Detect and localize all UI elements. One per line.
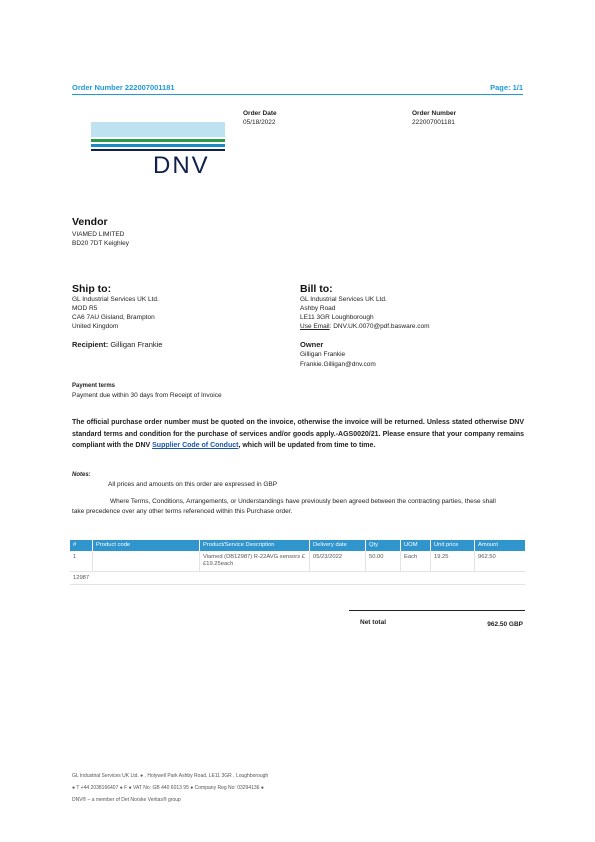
owner-email[interactable]: Frankie.Gilligan@dnv.com: [300, 361, 376, 368]
ship-to-line-4: United Kingdom: [72, 323, 119, 330]
logo-band-blue: [91, 144, 225, 147]
payment-terms-value: Payment due within 30 days from Receipt of Invoice: [72, 392, 222, 399]
col-header-delivery-date: Delivery date: [310, 540, 365, 551]
notice-text-a: The official purchase order number must be quoted on the invoice, otherwise the invoice will be returned. Unless stated otherwise DNV standard terms and condition for the purchase of services and/or goods apply.-AGS0020/21. Please ensure that your company remains compliant with the DNV: [72, 419, 524, 449]
email-value[interactable]: : DNV.UK.0070@pdf.basware.com: [329, 323, 430, 330]
recipient-label: Recipient:: [72, 340, 109, 349]
logo-band-light: [91, 122, 225, 137]
dnv-logo: [91, 122, 225, 180]
col-header-product-code: Product code: [93, 540, 199, 551]
email-label: Use Email: [300, 323, 330, 330]
row-extra-note: 12987: [73, 575, 90, 581]
footer-group: DNV® – a member of Det Norske Veritas® group: [72, 797, 181, 803]
bill-to-line-1: GL Industrial Services UK Ltd.: [300, 296, 387, 303]
vendor-heading: Vendor: [72, 216, 108, 228]
logo-band-green: [91, 139, 225, 142]
header-rule: [72, 94, 523, 95]
recipient-name: Gilligan Frankie: [108, 340, 163, 349]
col-header-description: Product/Service Description: [200, 540, 309, 551]
net-total-label: Net total: [360, 619, 386, 626]
notes-label: Notes:: [72, 472, 91, 478]
cell-uom: Each: [404, 554, 418, 560]
col-header-qty: Qty: [366, 540, 400, 551]
payment-terms-label: Payment terms: [72, 383, 116, 389]
cell-delivery-date: 05/23/2022: [313, 554, 343, 560]
cell-num: 1: [73, 554, 77, 560]
ship-to-heading: Ship to:: [72, 283, 112, 295]
order-number-header: Order Number 222007001181: [72, 83, 175, 92]
notes-line-1: All prices and amounts on this order are expressed in GBP: [108, 481, 278, 488]
table-grid-line: [430, 551, 431, 571]
supplier-code-link[interactable]: Supplier Code of Conduct: [152, 442, 239, 449]
recipient: [72, 340, 162, 349]
table-grid-line: [400, 551, 401, 571]
vendor-line-1: VIAMED LIMITED: [72, 231, 125, 238]
table-grid-line: [474, 551, 475, 571]
order-date-value: 05/18/2022: [243, 119, 276, 126]
col-header-uom: UOM: [401, 540, 430, 551]
bill-to-heading: Bill to:: [300, 283, 333, 295]
logo-band-navy: [91, 149, 225, 151]
notes-line-2: Where Terms, Conditions, Arrangements, or Understandings have previously been agreed between the contracting parties, these shall take precedence over any other terms referenced within this Purchase order.: [72, 498, 496, 515]
order-number-label: Order Number: [412, 110, 457, 117]
notice-text-b: , which will be updated from time to time.: [238, 442, 376, 449]
cell-unit-price: 19.25: [434, 554, 449, 560]
owner-label: Owner: [300, 340, 324, 349]
net-total-value: 962.50 GBP: [487, 621, 523, 628]
logo-text: DNV: [153, 152, 210, 179]
purchase-notice: [72, 417, 524, 452]
col-header-unit-price: Unit price: [431, 540, 474, 551]
col-header-num: #: [70, 540, 92, 551]
footer-contact: ● T +44 2038166407 ● F ● VAT No: GB 440 6013 95 ● Company Reg No: 03294136 ●: [72, 785, 264, 791]
cell-description: Viamed (DB12987) R-22AVG sensors £ £19.25each: [203, 554, 305, 567]
totals-rule: [349, 610, 525, 611]
order-number-value: 222007001181: [412, 119, 455, 126]
table-bottom-line: [70, 584, 525, 585]
table-grid-line: [309, 551, 310, 571]
ship-to-line-3: CA6 7AU Gisland, Brampton: [72, 314, 155, 321]
bill-to-line-2: Ashby Road: [300, 305, 336, 312]
cell-amount: 962.50: [478, 554, 496, 560]
table-row-divider: [70, 571, 525, 572]
order-date-label: Order Date: [243, 110, 277, 117]
ship-to-line-2: MOD R5: [72, 305, 98, 312]
table-grid-line: [365, 551, 366, 571]
ship-to-line-1: GL Industrial Services UK Ltd.: [72, 296, 159, 303]
bill-to-line-3: LE11 3GR Loughborough: [300, 314, 374, 321]
cell-qty: 50.00: [369, 554, 384, 560]
footer-address: GL Industrial Services UK Ltd. ● , Holywell Park Ashby Road, LE11 3GR , Loughborough: [72, 773, 269, 779]
owner-name: Gilligan Frankie: [300, 351, 346, 358]
page-indicator: Page: 1/1: [490, 83, 523, 92]
col-header-amount: Amount: [475, 540, 525, 551]
table-grid-line: [199, 551, 200, 571]
bill-to-email: [300, 323, 430, 331]
table-grid-line: [92, 551, 93, 571]
vendor-line-2: BD20 7DT Keighley: [72, 240, 129, 247]
